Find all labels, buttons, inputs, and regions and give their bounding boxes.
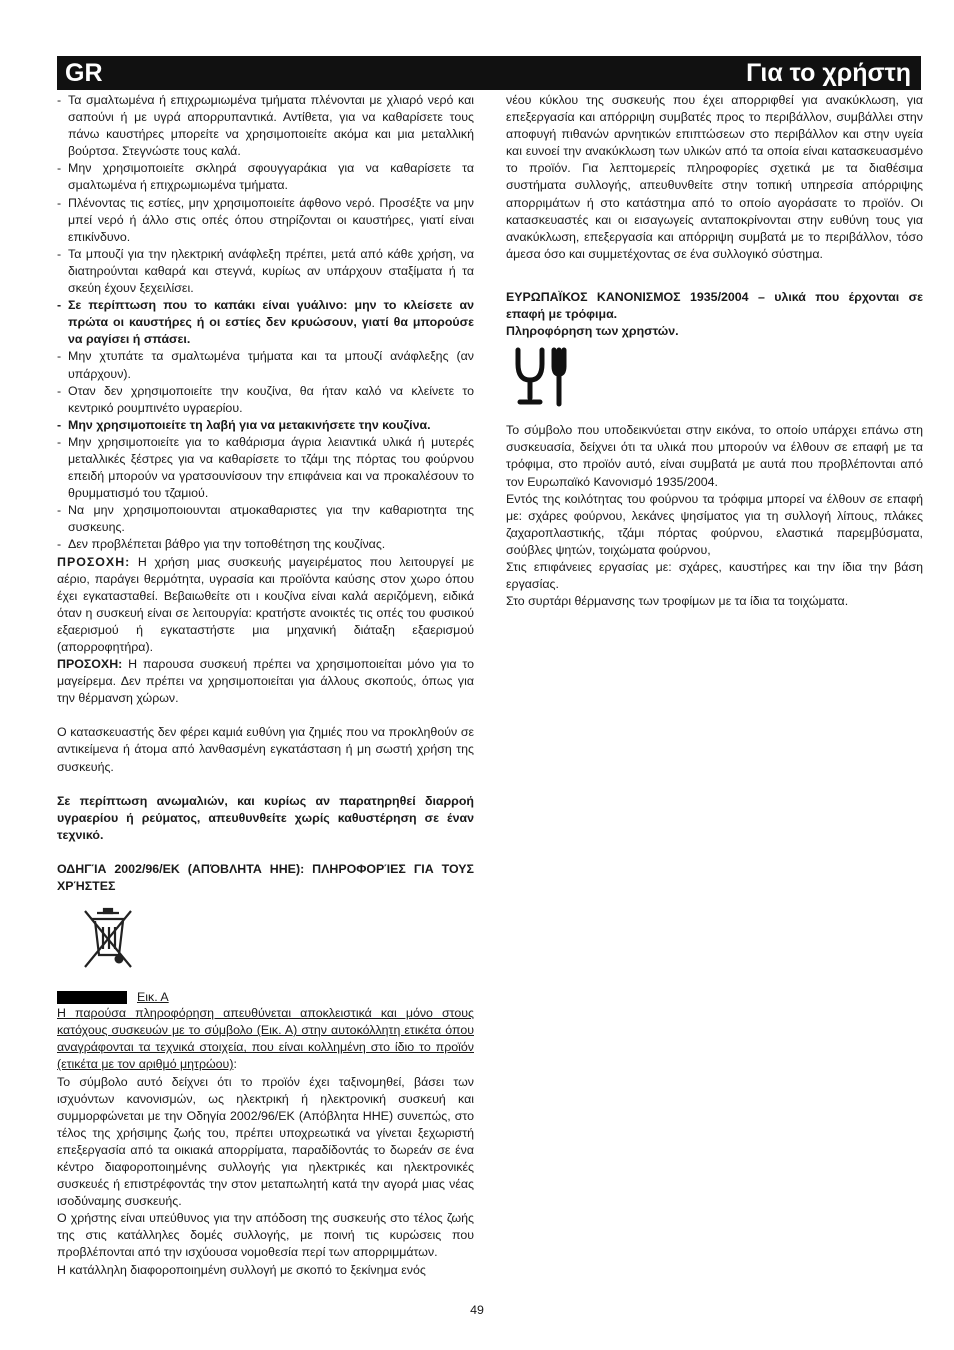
section-title: Για το χρήστη [746, 59, 911, 87]
list-item: - Δεν προβλέπεται βάθρο για την τοποθέτηση της κουζίνας. [57, 537, 386, 552]
figure-label: Εικ. Α [137, 989, 169, 1004]
warning-paragraph: ΠΡΟΣΟΧΗ: Η παρουσα συσκευή πρέπει να χρησιμοποιείται μόνο για το μαγείρεμα. Δεν πρέπει να χρησιμοποιείται για άλλους σκοπούς, όπως για την θέρμανση χώρων. [57, 657, 474, 706]
user-paragraph: Ο χρήστης είναι υπεύθυνος για την απόδοση της συσκευής στο τέλος ζωής της στις κατάλληλες δομές συλλογής, με ποινή τις κυρώσεις που προβλέπονται από την ισχύουσα νομοθεσία περί των απορριμμάτων. [57, 1211, 474, 1260]
warning-paragraph: ΠΡΟΣΟΧΗ: Η χρήση μιας συσκευής μαγειρέματος που λειτουργεί με αέριο, παράγει θερμότητα, υγρασία και προϊόντα καύσης στον χωρο όπου έχει εγκατασταθεί. Βεβαιωθείτε οτι ι κουζίνα είναι καλά αεριζόμενη, ειδικά όταν η συσκευή είναι σε λειτουργία: κρατήστε ανοικτές τις οπές του φυσικού εξαερισμού ή εγκαταστήστε μια μηχανική διάταξη εξαερισμού (απορροφητήρα). [57, 554, 474, 654]
collection-continued-paragraph: νέου κύκλου της συσκευής που έχει απορριφθεί για ανακύκλωση, για επεξεργασία και απόρριψη συμβατές προς το περιβάλλον, συμβάλλει στην αποφυγή πιθανών αρνητικών επιπτώσεων στο περιβάλλον και στην υγεία και ευνοεί την ανακύκλωση των υλικών από τα οποία είναι κατασκευασμένο το προϊόν. Για λεπτομερείς πληροφορίες σχετικά με τα διαθέσιμα συστήματα συλλογής, απευθυνθείτε στην τοπική υπηρεσία απόρριψης απορριμάτων ή στο κατάστημα από το οποίο αγοράσατε το προϊόν. Οι κατασκευαστές και οι εισαγωγείς ανταποκρίνονται στην ευθύνη τους για ανακύκλωση, επεξεργασία και απόρριψη συμβατά με το περιβάλλον, τόσο άμεσα όσο και συμμετέχοντας σε ένα συλλογικό σύστημα. [506, 93, 923, 261]
list-item: - Τα μπουζί για την ηλεκτρική ανάφλεξη πρέπει, μετά από κάθε χρήση, να διατηρούνται καθαρά και στεγνά, κυρίως αν υπάρχουν σταξίματα ή τα σκεύη έχουν ξεχειλίσει. [57, 246, 474, 296]
oven-contact-paragraph: Εντός της κοιλότητας του φούρνου τα τρόφιμα μπορεί να έλθουν σε επαφή με: σχάρες φούρνου, λεκάνες ψησίματος για τη συλλογή λίπους, πλάκες ζαχαροπλαστικής, τζάμι πόρτας φούρνου, ελαστικά παρεμβύσματα, σούβλες ψητών, τοιχώματα φούρνου, [506, 491, 923, 557]
list-item: - Μην χρησιμοποιείτε σκληρά σφουγγαράκια για να καθαρίσετε τα σμαλτωμένα ή επιχρωμιωμένα τμήματα. [57, 161, 474, 193]
list-item-warning: - Μην χρησιμοποιείτε τη λαβή για να μετακινήσετε την κουζίνα. [57, 417, 431, 432]
drawer-paragraph: Στο συρτάρι θέρμανσης των τροφίμων με τα ίδια τα τοιχώματα. [506, 594, 849, 609]
page-header [57, 56, 921, 90]
liability-paragraph: Ο κατασκευαστής δεν φέρει καμιά ευθύνη για ζημιές που να προκληθούν σε αντικείμενα ή άτομα από λανθασμένη εγκατάσταση ή μη σωστή χρήση της συσκευής. [57, 725, 474, 774]
regulation-heading: ΕΥΡΩΠΑΪΚΟΣ ΚΑΝΟΝΙΣΜΟΣ 1935/2004 – υλικά που έρχονται σε επαφή με τρόφιμα. [506, 289, 923, 322]
collection-paragraph: Η κατάλληλη διαφοροποιημένη συλλογή με σκοπό το ξεκίνημα ενός [57, 1262, 426, 1277]
symbol-paragraph: Το σύμβολο αυτό δείχνει ότι το προϊόν έχει ταξινομηθεί, βάσει των ισχυόντων κανονισμών, ως ηλεκτρική ή ηλεκτρονική συσκευή και συμμορφώνεται με την Οδηγία 2002/96/ΕΚ (Απόβλητα ΗΗΕ) συνεπώς, στο τέλος της χρήσιμης ζωής του, πρέπει υποχρεωτικά να γίνεται ξεχωριστή επεξεργασία από τα οικιακά απορρίματα, παραδίδοντάς το δωρεάν σε ένα κέντρο διαφοροποιημένης συλλογής για ηλεκτρικές και ηλεκτρονικές συσκευές ή επιστρέφοντάς την στον μεταπωλητή κατά την αγορά μιας νέας ισοδύναμης συσκευής. [57, 1074, 474, 1209]
symbol-paragraph: Το σύμβολο που υποδεικνύεται στην εικόνα, το οποίο υπάρχει επάνω στη συσκευασία, δείχνει ότι τα υλικά που μπορούν να έλθουν σε επαφή με τα τρόφιμα, στο προϊόν αυτό, είναι συμβατά με αυτά που προβλέπονται από τον Ευρωπαϊκό Κανονισμό 1935/2004. [506, 423, 923, 489]
anomaly-paragraph: Σε περίπτωση ανωμαλιών, και κυρίως αν παρατηρηθεί διαρροή υγραερίου ή ρεύματος, απευθυνθείτε χωρίς καθυστέρηση σε έναν τεχνικό. [57, 793, 474, 842]
list-item: - Μην χτυπάτε τα σμαλτωμένα τμήματα και τα μπουζί ανάφλεξης (αν υπάρχουν). [57, 349, 474, 381]
list-item: - Τα σμαλτωμένα ή επιχρωμιωμένα τμήματα πλένονται με χλιαρό νερό και σαπούνι ή με υγρά απορρυπαντικά. Αντίθετα, για να καθαρίσετε τους πάνω καυστήρες μπορείτε να χρησιμοποιείτε ακόμα και μια μεταλλική βούρτσα. Στεγνώστε τους καλά. [57, 93, 474, 159]
weee-heading: ΟΔΗΓΊΑ 2002/96/ΕΚ (ΑΠΌΒΛΗΤΑ ΗΗΕ): ΠΛΗΡΟΦΟΡΊΕΣ ΓΙΑ ΤΟΥΣ ΧΡΉΣΤΕΣ [57, 861, 474, 894]
right-column [506, 92, 923, 610]
list-item: - Να μην χρησιμοποιουνται ατμοκαθαριστες για την καθαριοτητα της συσκευης. [57, 503, 474, 535]
list-item-warning: - Σε περίπτωση που το καπάκι είναι γυάλινο: μην το κλείσετε αν πρώτα οι καυστήρες ή οι εστίες δεν κρυώσουν, γιατί θα μπορούσε να ραγίσει ή σπάσει. [57, 298, 474, 347]
surfaces-paragraph: Στις επιφάνειες εργασίας με: σχάρες, καυστήρες και την ίδια την βάση εργασίας. [506, 559, 923, 592]
notice-paragraph: Η παρούσα πληροφόρηση απευθύνεται αποκλειστικά και μόνο στους κατόχους συσκευών με το σύμβολο (Εικ. Α) στην αυτοκόλλητη ετικέτα όπου αναγράφονται τα τεχνικά στοιχεία, που είναι κολλημένη στο ίδιο το προϊόν (ετικέτα με τον αριθμό μητρώου): [57, 1006, 474, 1072]
list-item: - Πλένοντας τις εστίες, μην χρησιμοποιείτε άφθονο νερό. Προσέξτε να μην μπεί νερό ή άλλο στις οπές όπου στηρίζονται οι καυστήρες, γιατί είναι επικίνδυνο. [57, 195, 474, 244]
list-item: - Οταν δεν χρησιμοποιείτε την κουζίνα, θα ήταν καλό να κλείνετε το κεντρικό ρουμπινέτο υγραερίου. [57, 383, 474, 415]
figure-caption-row [57, 989, 474, 1005]
left-column [57, 92, 474, 1279]
crossed-out-wheelie-bin-icon [79, 907, 137, 971]
language-code: GR [65, 59, 103, 87]
regulation-subheading: Πληροφόρηση των χρηστών. [506, 324, 679, 339]
glass-and-fork-food-contact-icon [512, 346, 572, 408]
list-item: - Μην χρησιμοποιείτε για το καθάρισμα άγρια λειαντικά υλικά ή μυτερές μεταλλικές ξέστρες για να καθαρίσετε το τζάμι της πόρτας του φούρνου επειδή μπορούν να γρατσουνίσουν την επιφάνεια και να προκαλέσουν το θρυμματισμό του τζαμιού. [57, 434, 474, 501]
figure-bar [57, 991, 127, 1004]
page-number: 49 [470, 1303, 484, 1317]
